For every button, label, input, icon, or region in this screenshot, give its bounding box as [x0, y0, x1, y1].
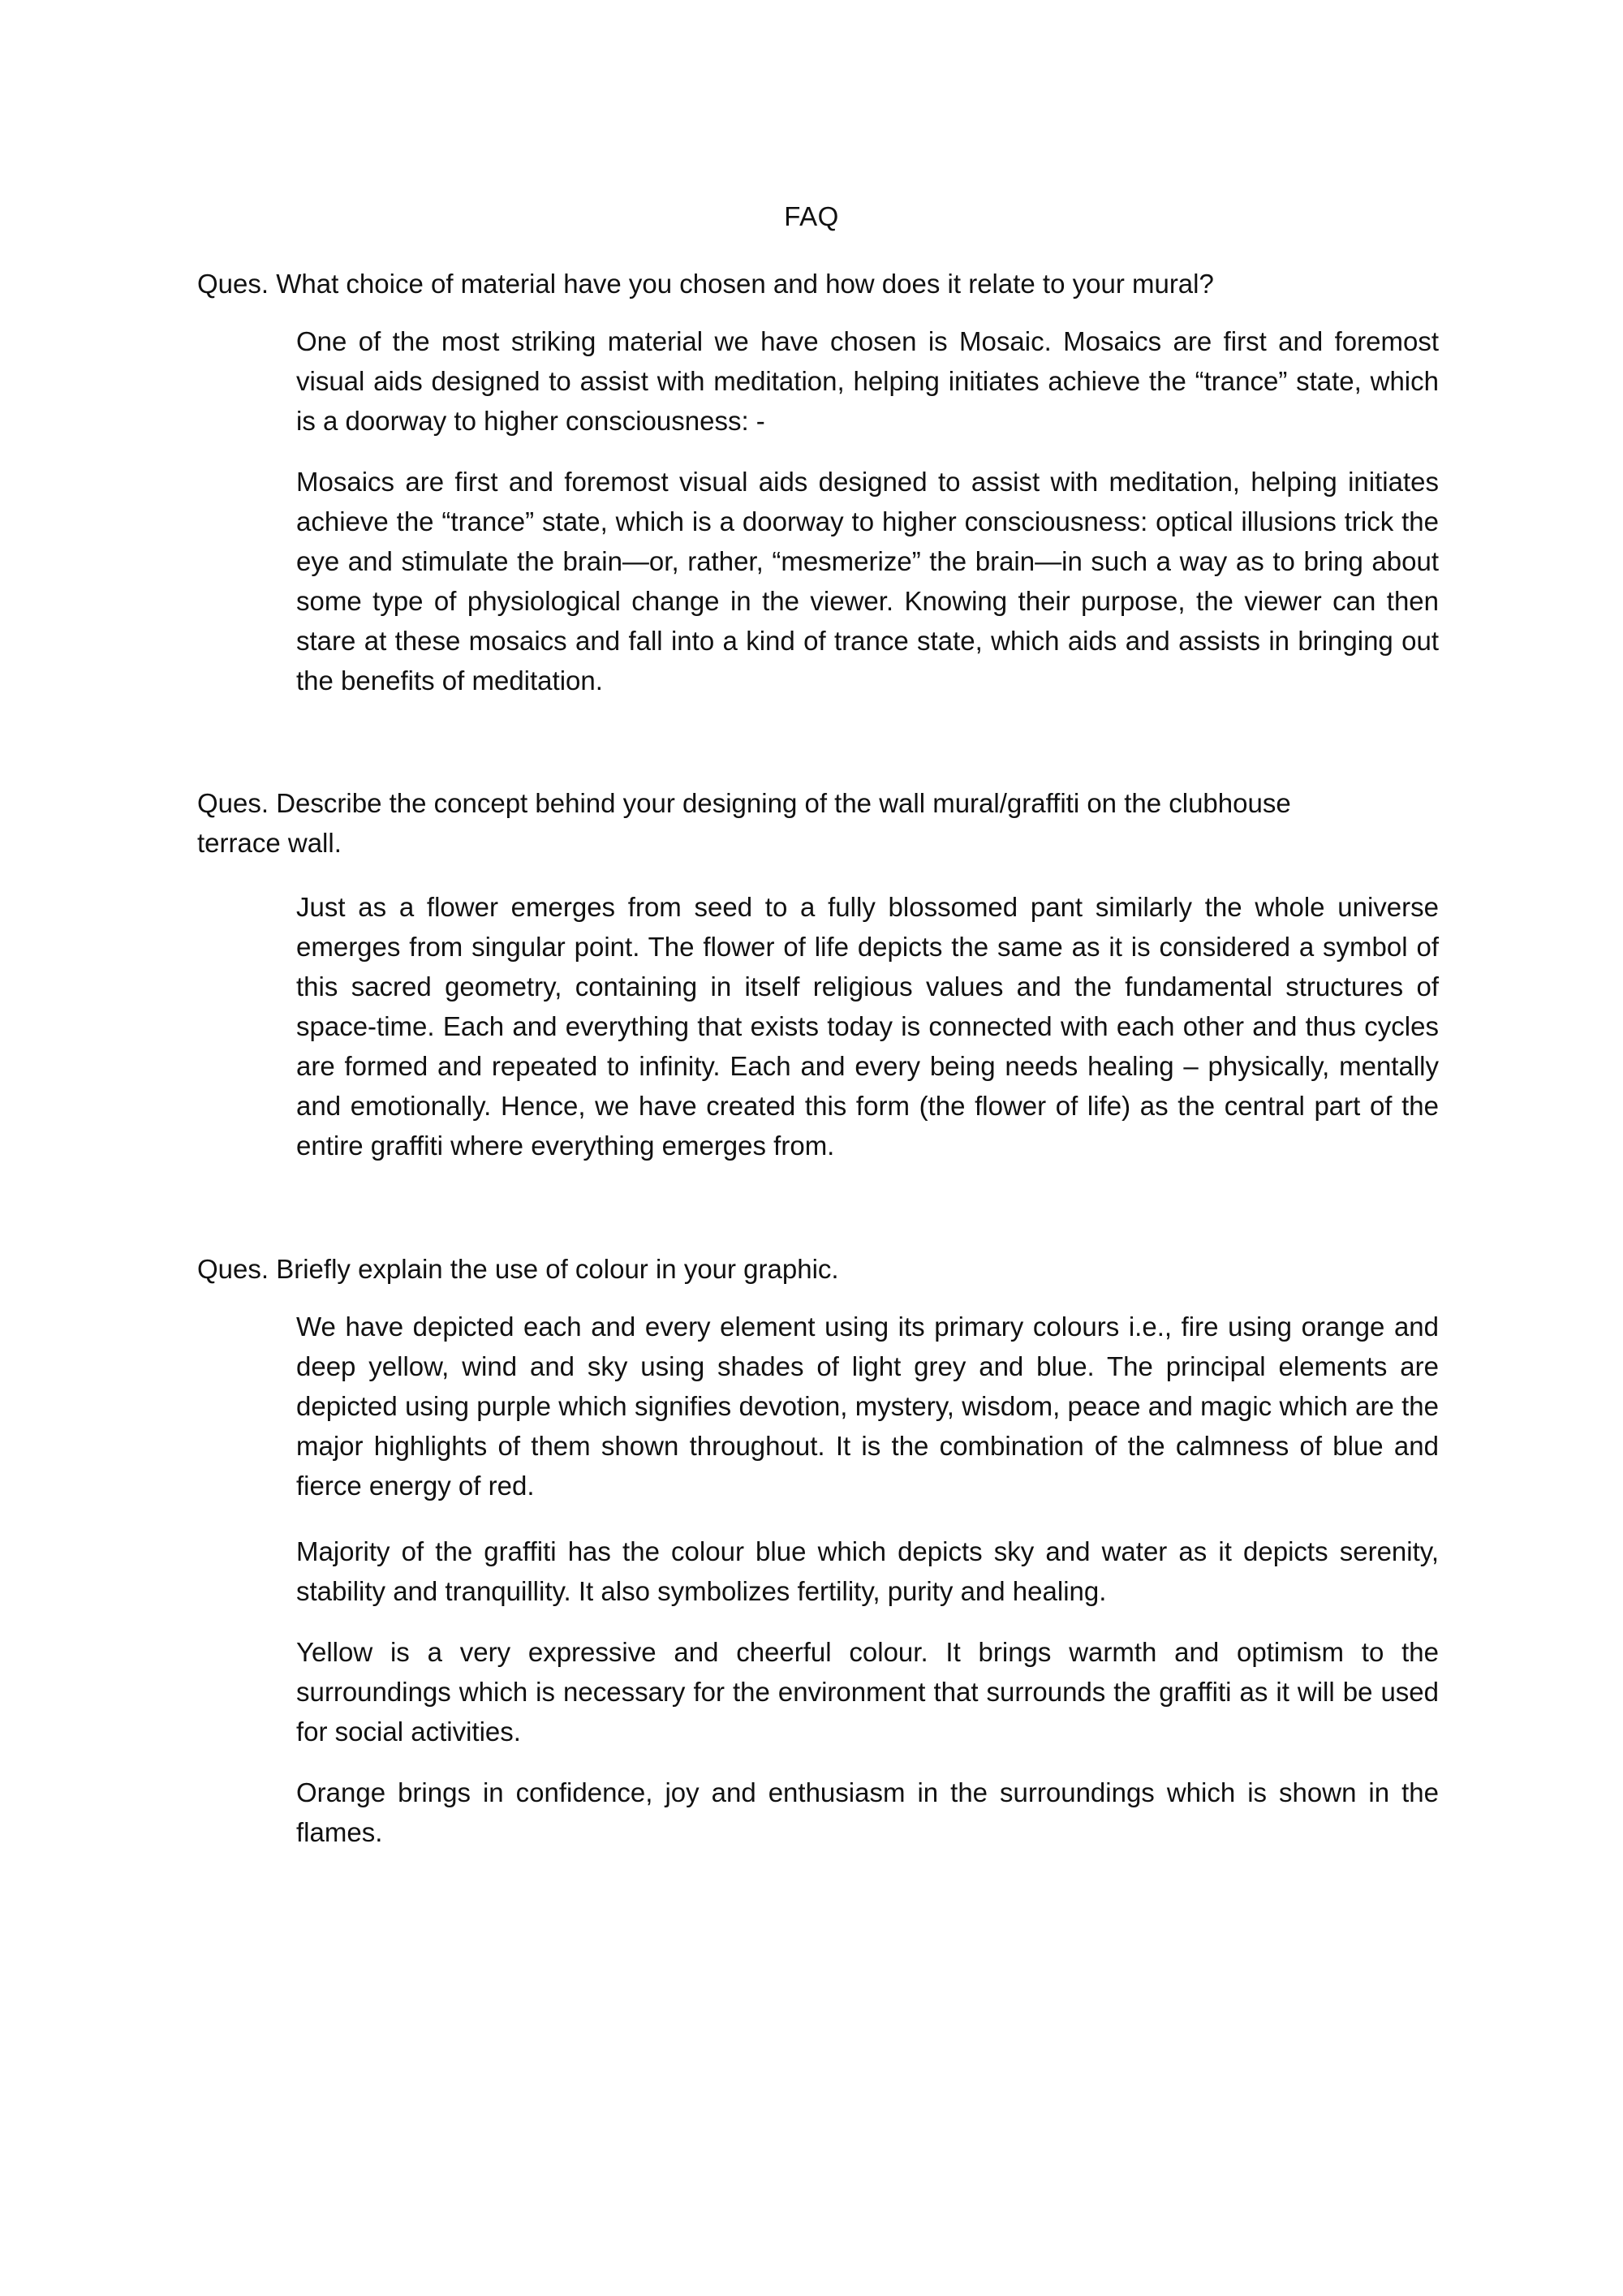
faq-answer-concept-paragraph-1: Just as a flower emerges from seed to a fully blossomed pant similarly the whole universe emerges from singular point. The flower of life depicts the same as it is considered a symbol of this sacred geometry, containing in itself religious values and the fundamental structures of space-time. Each and everything that exists today is connected with each other and thus cycles are formed and repeated to infinity. Each and every being needs healing – physically, mentally and emotionally. Hence, we have created this form (the flower of life) as the central part of the entire graffiti where everything emerges from.: [296, 892, 1439, 1161]
faq-answer-colour-paragraph-1: We have depicted each and every element using its primary colours i.e., fire using orange and deep yellow, wind and sky using shades of light grey and blue. The principal elements are depicted using purple which signifies devotion, mystery, wisdom, peace and magic which are the major highlights of them shown throughout. It is the combination of the calmness of blue and fierce energy of red.: [296, 1312, 1439, 1501]
faq-question-colour: Ques. Briefly explain the use of colour in your graphic.: [197, 1254, 839, 1284]
faq-answer-colour-paragraph-3: Yellow is a very expressive and cheerful colour. It brings warmth and optimism to the surroundings which is necessary for the environment that surrounds the graffiti as it will be used for social activities.: [296, 1637, 1439, 1747]
faq-answer-material-paragraph-1: One of the most striking material we have chosen is Mosaic. Mosaics are first and foremost visual aids designed to assist with meditation, helping initiates achieve the “trance” state, which is a doorway to higher consciousness: -: [296, 326, 1439, 436]
faq-question-concept: Ques. Describe the concept behind your designing of the wall mural/graffiti on the clubhouse terrace wall.: [197, 788, 1291, 858]
faq-answer-colour-paragraph-2: Majority of the graffiti has the colour blue which depicts sky and water as it depicts serenity, stability and tranquillity. It also symbolizes fertility, purity and healing.: [296, 1536, 1439, 1606]
document-title: FAQ: [784, 201, 839, 231]
faq-answer-colour-paragraph-4: Orange brings in confidence, joy and enthusiasm in the surroundings which is shown in the flames.: [296, 1777, 1439, 1847]
faq-question-material: Ques. What choice of material have you chosen and how does it relate to your mural?: [197, 269, 1214, 299]
faq-answer-material-paragraph-2: Mosaics are first and foremost visual aids designed to assist with meditation, helping initiates achieve the “trance” state, which is a doorway to higher consciousness: optical illusions trick the eye and stimulate the brain—or, rather, “mesmerize” the brain—in such a way as to bring about some type of physiological change in the viewer. Knowing their purpose, the viewer can then stare at these mosaics and fall into a kind of trance state, which aids and assists in bringing out the benefits of meditation.: [296, 467, 1439, 696]
